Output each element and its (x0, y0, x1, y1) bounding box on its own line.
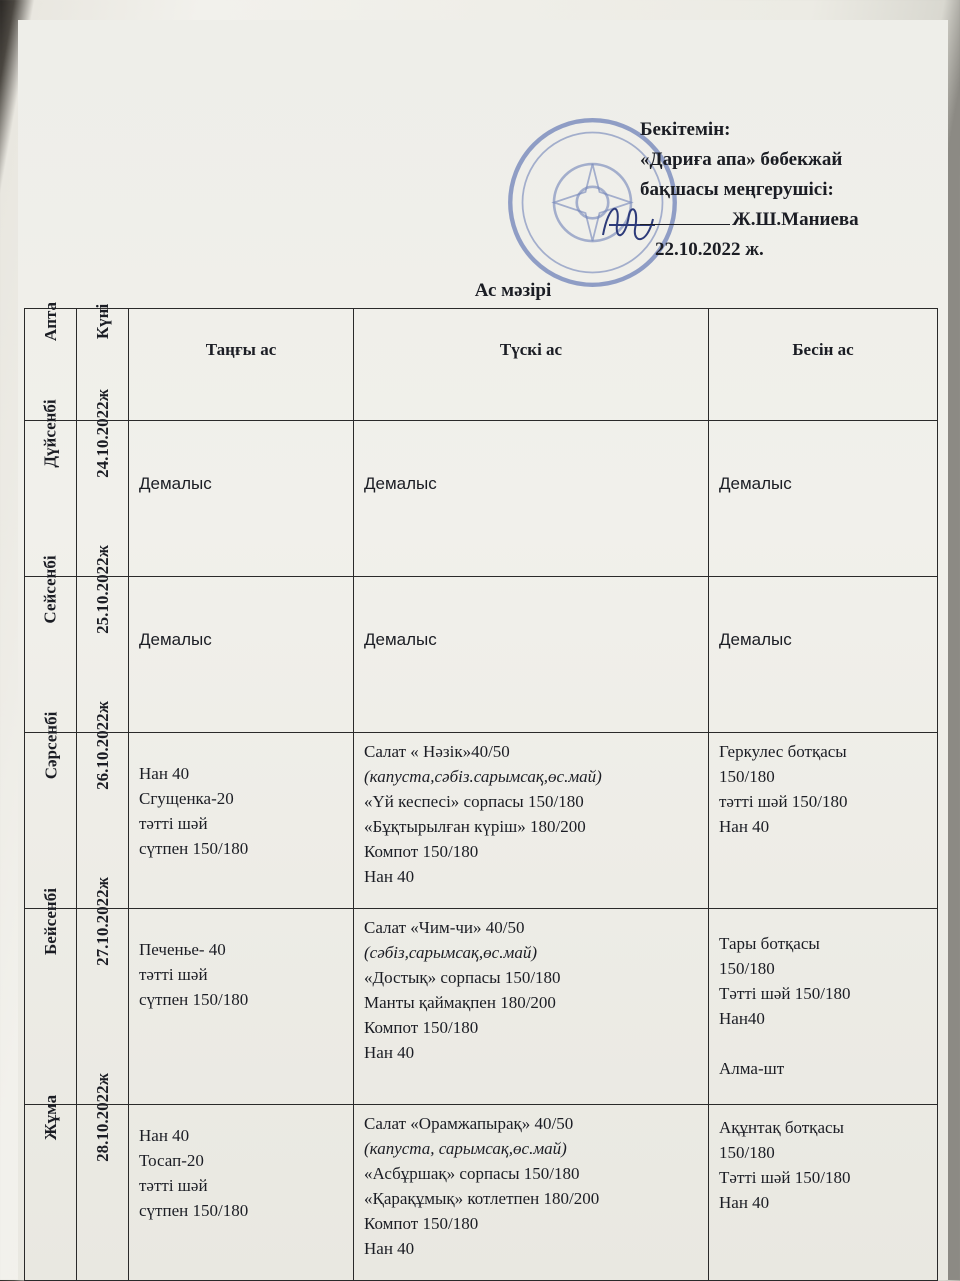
header-lunch: Түскі ас (354, 309, 709, 421)
date-cell: 26.10.2022ж (77, 733, 129, 909)
approval-block (640, 115, 940, 265)
table-row (25, 577, 938, 733)
breakfast-cell: Нан 40 Тосап-20 тәтті шәй сүтпен 150/180 (129, 1105, 354, 1281)
weekday-cell: Сейсенбі (25, 577, 77, 733)
approval-signer: Ж.Ш.Маниева (732, 209, 859, 230)
snack-cell: Демалыс (709, 577, 938, 733)
table-row (25, 909, 938, 1105)
weekday-cell: Дүйсенбі (25, 421, 77, 577)
page-title: Ас мәзірі (474, 280, 552, 301)
menu-table (24, 301, 938, 1281)
approval-line: бақшасы меңгерушісі: (640, 179, 834, 200)
header-week: Апта (25, 309, 77, 421)
header-snack: Бесін ас (709, 309, 938, 421)
date-cell: 24.10.2022ж (77, 421, 129, 577)
date-cell: 25.10.2022ж (77, 577, 129, 733)
header-breakfast: Таңғы ас (129, 309, 354, 421)
snack-cell: Геркулес ботқасы 150/180 тәтті шәй 150/180 Нан 40 (709, 733, 938, 909)
snack-cell: Ақұнтақ ботқасы 150/180 Тәтті шәй 150/180 Нан 40 (709, 1105, 938, 1281)
weekday-cell: Сәрсенбі (25, 733, 77, 909)
header-row (25, 309, 938, 421)
lunch-cell: Демалыс (354, 421, 709, 577)
header-day: Күні (77, 309, 129, 421)
snack-cell: Демалыс (709, 421, 938, 577)
lunch-cell: Демалыс (354, 577, 709, 733)
date-cell: 27.10.2022ж (77, 909, 129, 1105)
approval-date: 22.10.2022 ж. (655, 239, 764, 260)
date-cell: 28.10.2022ж (77, 1105, 129, 1281)
snack-cell: Тары ботқасы 150/180 Тәтті шәй 150/180 Нан40 Алма-шт (709, 909, 938, 1105)
table-row (25, 733, 938, 909)
weekday-cell: Жұма (25, 1105, 77, 1281)
table-row (25, 421, 938, 577)
table-row (25, 1105, 938, 1281)
lunch-cell: Салат «Чим-чи» 40/50 (сәбіз,сарымсақ,өс.май) «Достық» сорпасы 150/180 Манты қаймақпен 180/200 Компот 150/180 Нан 40 (354, 909, 709, 1105)
lunch-cell: Салат «Орамжапырақ» 40/50 (капуста, сарымсақ,өс.май) «Асбұршақ» сорпасы 150/180 «Қарақұмық» котлетпен 180/200 Компот 150/180 Нан 40 (354, 1105, 709, 1281)
lunch-cell: Салат « Нәзік»40/50 (капуста,сәбіз.сарымсақ,өс.май) «Үй кеспесі» сорпасы 150/180 «Бұқтырылған күріш» 180/200 Компот 150/180 Нан 40 (354, 733, 709, 909)
breakfast-cell: Демалыс (129, 421, 354, 577)
weekday-cell: Бейсенбі (25, 909, 77, 1105)
signature-line (640, 224, 730, 225)
breakfast-cell: Демалыс (129, 577, 354, 733)
breakfast-cell: Печенье- 40 тәтті шәй сүтпен 150/180 (129, 909, 354, 1105)
breakfast-cell: Нан 40 Сгущенка-20 тәтті шәй сүтпен 150/180 (129, 733, 354, 909)
approval-line: «Дариға апа» бөбекжай (640, 149, 843, 170)
approval-line: Бекітемін: (640, 119, 731, 140)
